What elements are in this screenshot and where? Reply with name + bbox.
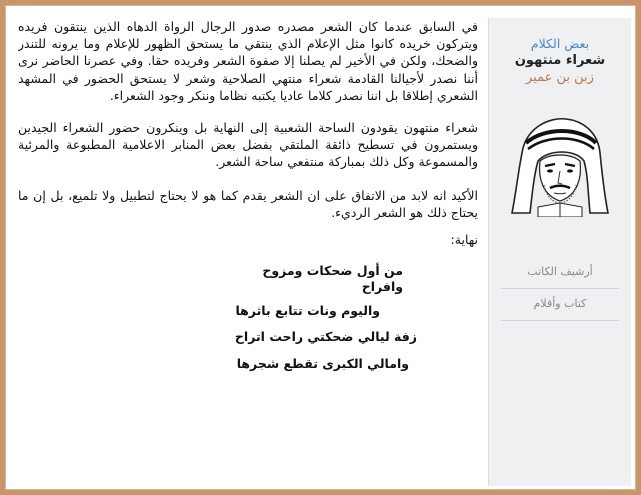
ending-label: نهاية: — [450, 232, 478, 248]
sidebar-links — [489, 257, 631, 321]
article-paragraph-2: شعراء منتهون يقودون الساحة الشعبية إلى النهاية بل وينكرون حضور الشعراء الجيدين ويستمرون في تسطيح ذائقة الملتقي بفضل بعض المنابر الاعلامية المطبوعة والمرئية والمسموعة وكل ذلك بمباركة منتفعي ساحة الشعر. — [18, 120, 478, 170]
poem-line-3: واليوم ونات تتابع باثرها — [235, 303, 380, 319]
article-title: شعراء منتهون — [514, 53, 606, 68]
author-portrait-icon — [504, 113, 616, 217]
section-title[interactable]: بعض الكلام — [530, 36, 590, 51]
poem-line-5: وامالي الكبرى تقطع شجرها — [236, 356, 409, 372]
article-paragraph-1: في السابق عندما كان الشعر مصدره صدور الرجال الرواة الدهاه الذين ينتقون فريده ويتركون خريده كانوا مثل الإعلام الذي ينتقي ما يستحق الظهور للإعلام وما يرونه للتندر والضحك، ولكن في الأخير لم يصلنا إلا صفوة الشعر وفريده حقا. وفي عصرنا الحاضر نرى أننا نصدر لأجيالنا القادمة شعراء منتهي الصلاحية وشعر لا يستحق الحضور في المشهد الشعري إطلاقا بل اننا نصدر كلاما عاديا يكتبه نظاما وننكر وجود الشعراء. — [18, 19, 478, 103]
page-frame — [5, 5, 636, 490]
author-sidebar — [488, 18, 631, 486]
poem — [18, 262, 478, 382]
author-archive-link[interactable]: أرشيف الكاتب — [501, 257, 619, 289]
poem-line-4: زفة ليالي ضحكتي راحت اتراح — [234, 329, 417, 345]
article-body — [18, 18, 478, 486]
article-paragraph-3: الأكيد انه لابد من الاتفاق على ان الشعر يقدم كما هو لا يحتاج لتطبيل ولا تلميع، بل إن ما يحتاج ذلك هو الشعر الرديء. — [18, 187, 478, 220]
poem-line-1: من أول ضحكات ومزوح — [262, 263, 403, 279]
writers-link[interactable]: كتاب وأقلام — [501, 289, 619, 321]
poem-line-2: وافراح — [361, 279, 403, 295]
author-name[interactable]: زبن بن عمير — [526, 70, 594, 85]
